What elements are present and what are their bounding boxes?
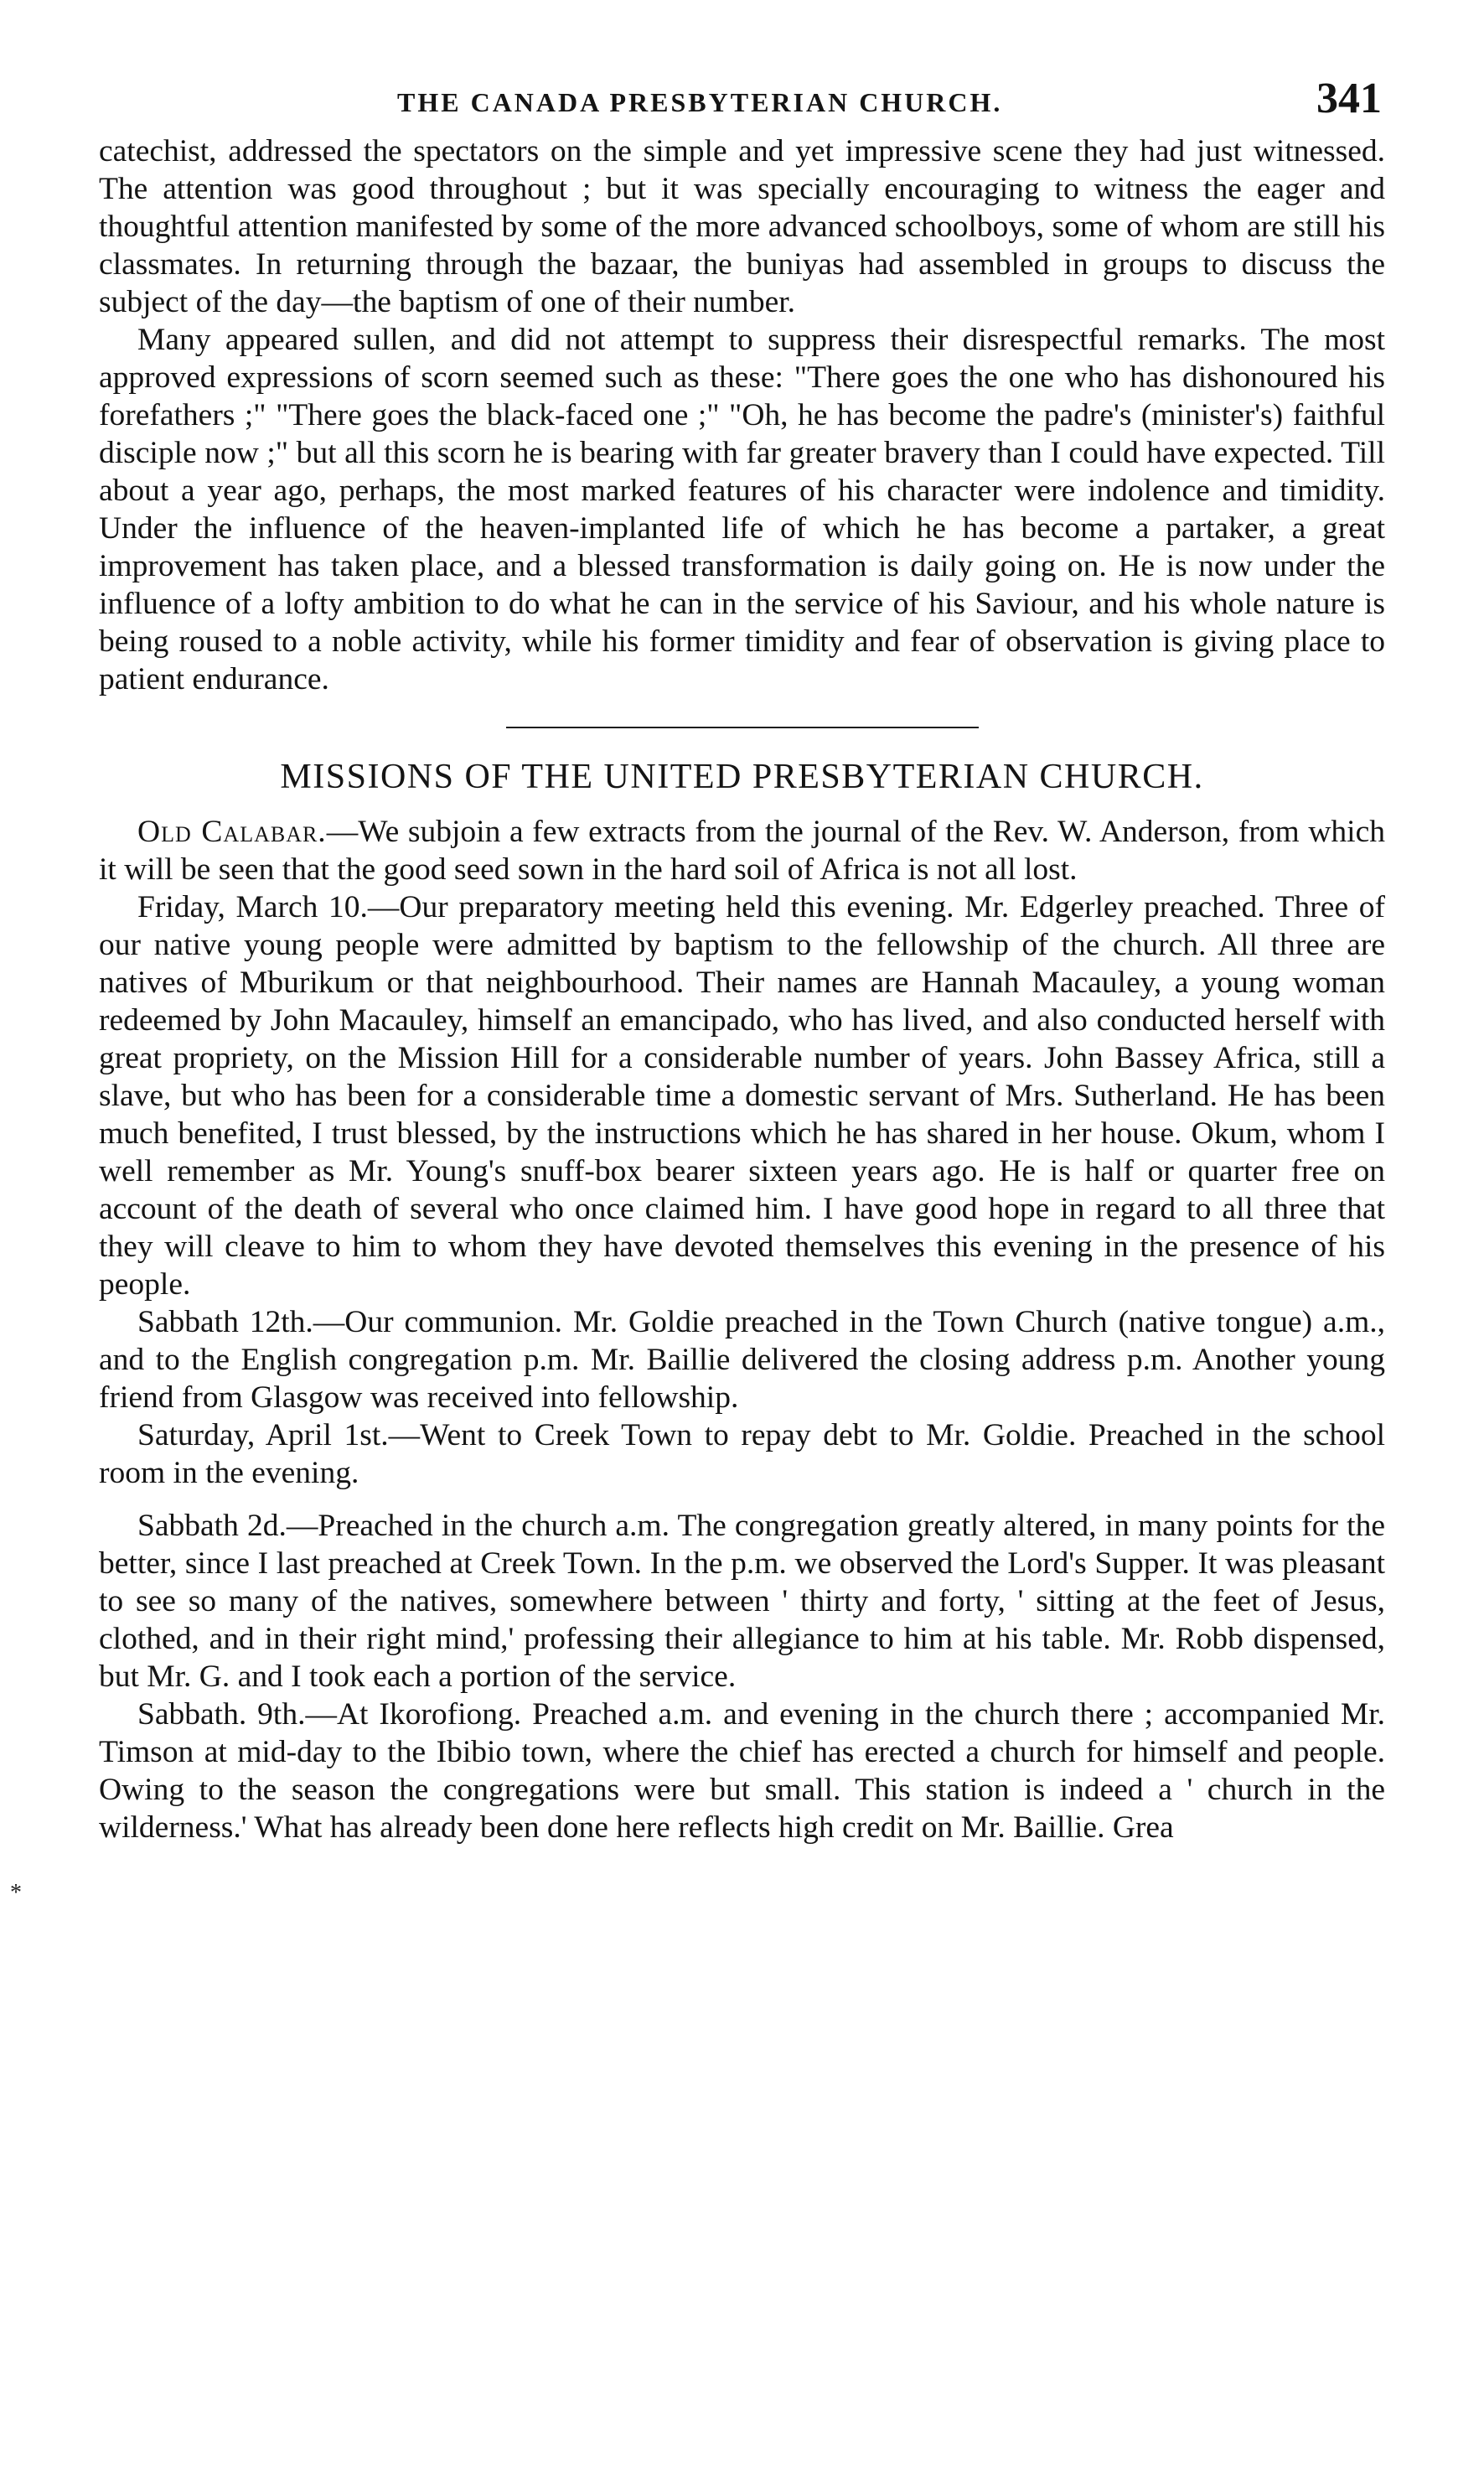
margin-mark: * — [10, 1880, 22, 1906]
lead-label: Old Calabar. — [137, 815, 327, 849]
paragraph-remarks: Many appeared sullen, and did not attempt to suppress their disrespectful remarks. The most approved expressions of scorn seemed such as these: "There goes the one who has dishonoured his forefathers ;" "There goes the black-faced one ;" "Oh, he has become the padre's (minister's) faithful disciple now ;" but all this scorn he is bearing with far greater bravery than I could have expected. Till about a year ago, perhaps, the most marked features of his character were indolence and timidity. Under the influence of the heaven-implanted life of which he has become a partaker, a great improvement has taken place, and a blessed transformation is daily going on. He is now under the influence of a lofty ambition to do what he can in the service of his Saviour, and his whole nature is being roused to a noble activity, while his former timidity and fear of observation is giving place to patient endurance. — [99, 323, 1385, 696]
journal-entry: Friday, March 10.—Our preparatory meeting held this evening. Mr. Edgerley preached. Three of our native young people were admitted by baptism to the fellowship of the church. All three are natives of Mburikum or that neighbourhood. Their names are Hannah Macauley, a young woman redeemed by John Macauley, himself an emancipado, who has lived, and also conducted herself with great propriety, on the Mission Hill for a considerable number of years. John Bassey Africa, still a slave, but who has been for a considerable time a domestic servant of Mrs. Sutherland. He has been much benefited, I trust blessed, by the instructions which he has shared in her house. Okum, whom I well remember as Mr. Young's snuff-box bearer sixteen years ago. He is half or quarter free on account of the death of several who once claimed him. I have good hope in regard to all three that they will cleave to him to whom they have devoted themselves this evening in the presence of his people. — [99, 890, 1385, 1302]
section-title: MISSIONS OF THE UNITED PRESBYTERIAN CHURCH. — [280, 758, 1204, 796]
journal-entry: Sabbath 2d.—Preached in the church a.m. The congregation greatly altered, in many points for the better, since I last preached at Creek Town. In the p.m. we observed the Lord's Supper. It was pleasant to see so many of the natives, somewhere between ' thirty and forty, ' sitting at the feet of Jesus, clothed, and in their right mind,' professing their allegiance to him at his table. Mr. Robb dispensed, but Mr. G. and I took each a portion of the service. — [99, 1509, 1385, 1694]
page-number: 341 — [1316, 75, 1382, 122]
journal-entry: Sabbath 12th.—Our communion. Mr. Goldie preached in the Town Church (native tongue) a.m., and to the English congregation p.m. Mr. Baillie delivered the closing address p.m. Another young friend from Glasgow was received into fellowship. — [99, 1305, 1385, 1415]
body-text — [99, 132, 1385, 1846]
section-lead-paragraph — [99, 813, 1385, 888]
running-head — [99, 67, 1385, 132]
lead-text: —We subjoin a few extracts from the journal of the Rev. W. Anderson, from which it will be seen that the good seed sown in the hard soil of Africa is not all lost. — [99, 815, 1385, 887]
section-divider — [506, 727, 979, 728]
running-title: THE CANADA PRESBYTERIAN CHURCH. — [397, 87, 1003, 117]
continued-paragraph: catechist, addressed the spectators on the simple and yet impressive scene they had just witnessed. The attention was good throughout ; but it was specially encouraging to witness the eager and thoughtful attention manifested by some of the more advanced schoolboys, some of whom are still his classmates. In returning through the bazaar, the buniyas had assembled in groups to discuss the subject of the day—the baptism of one of their number. — [99, 134, 1385, 319]
journal-entry: Sabbath. 9th.—At Ikorofiong. Preached a.m. and evening in the church there ; accompanied Mr. Timson at mid-day to the Ibibio town, where the chief has erected a church for himself and people. Owing to the season the congregations were but small. This station is indeed a ' church in the wilderness.' What has already been done here reflects high credit on Mr. Baillie. Grea — [99, 1697, 1385, 1845]
book-page — [99, 67, 1385, 1846]
journal-entry: Saturday, April 1st.—Went to Creek Town to repay debt to Mr. Goldie. Preached in the school room in the evening. — [99, 1418, 1385, 1490]
